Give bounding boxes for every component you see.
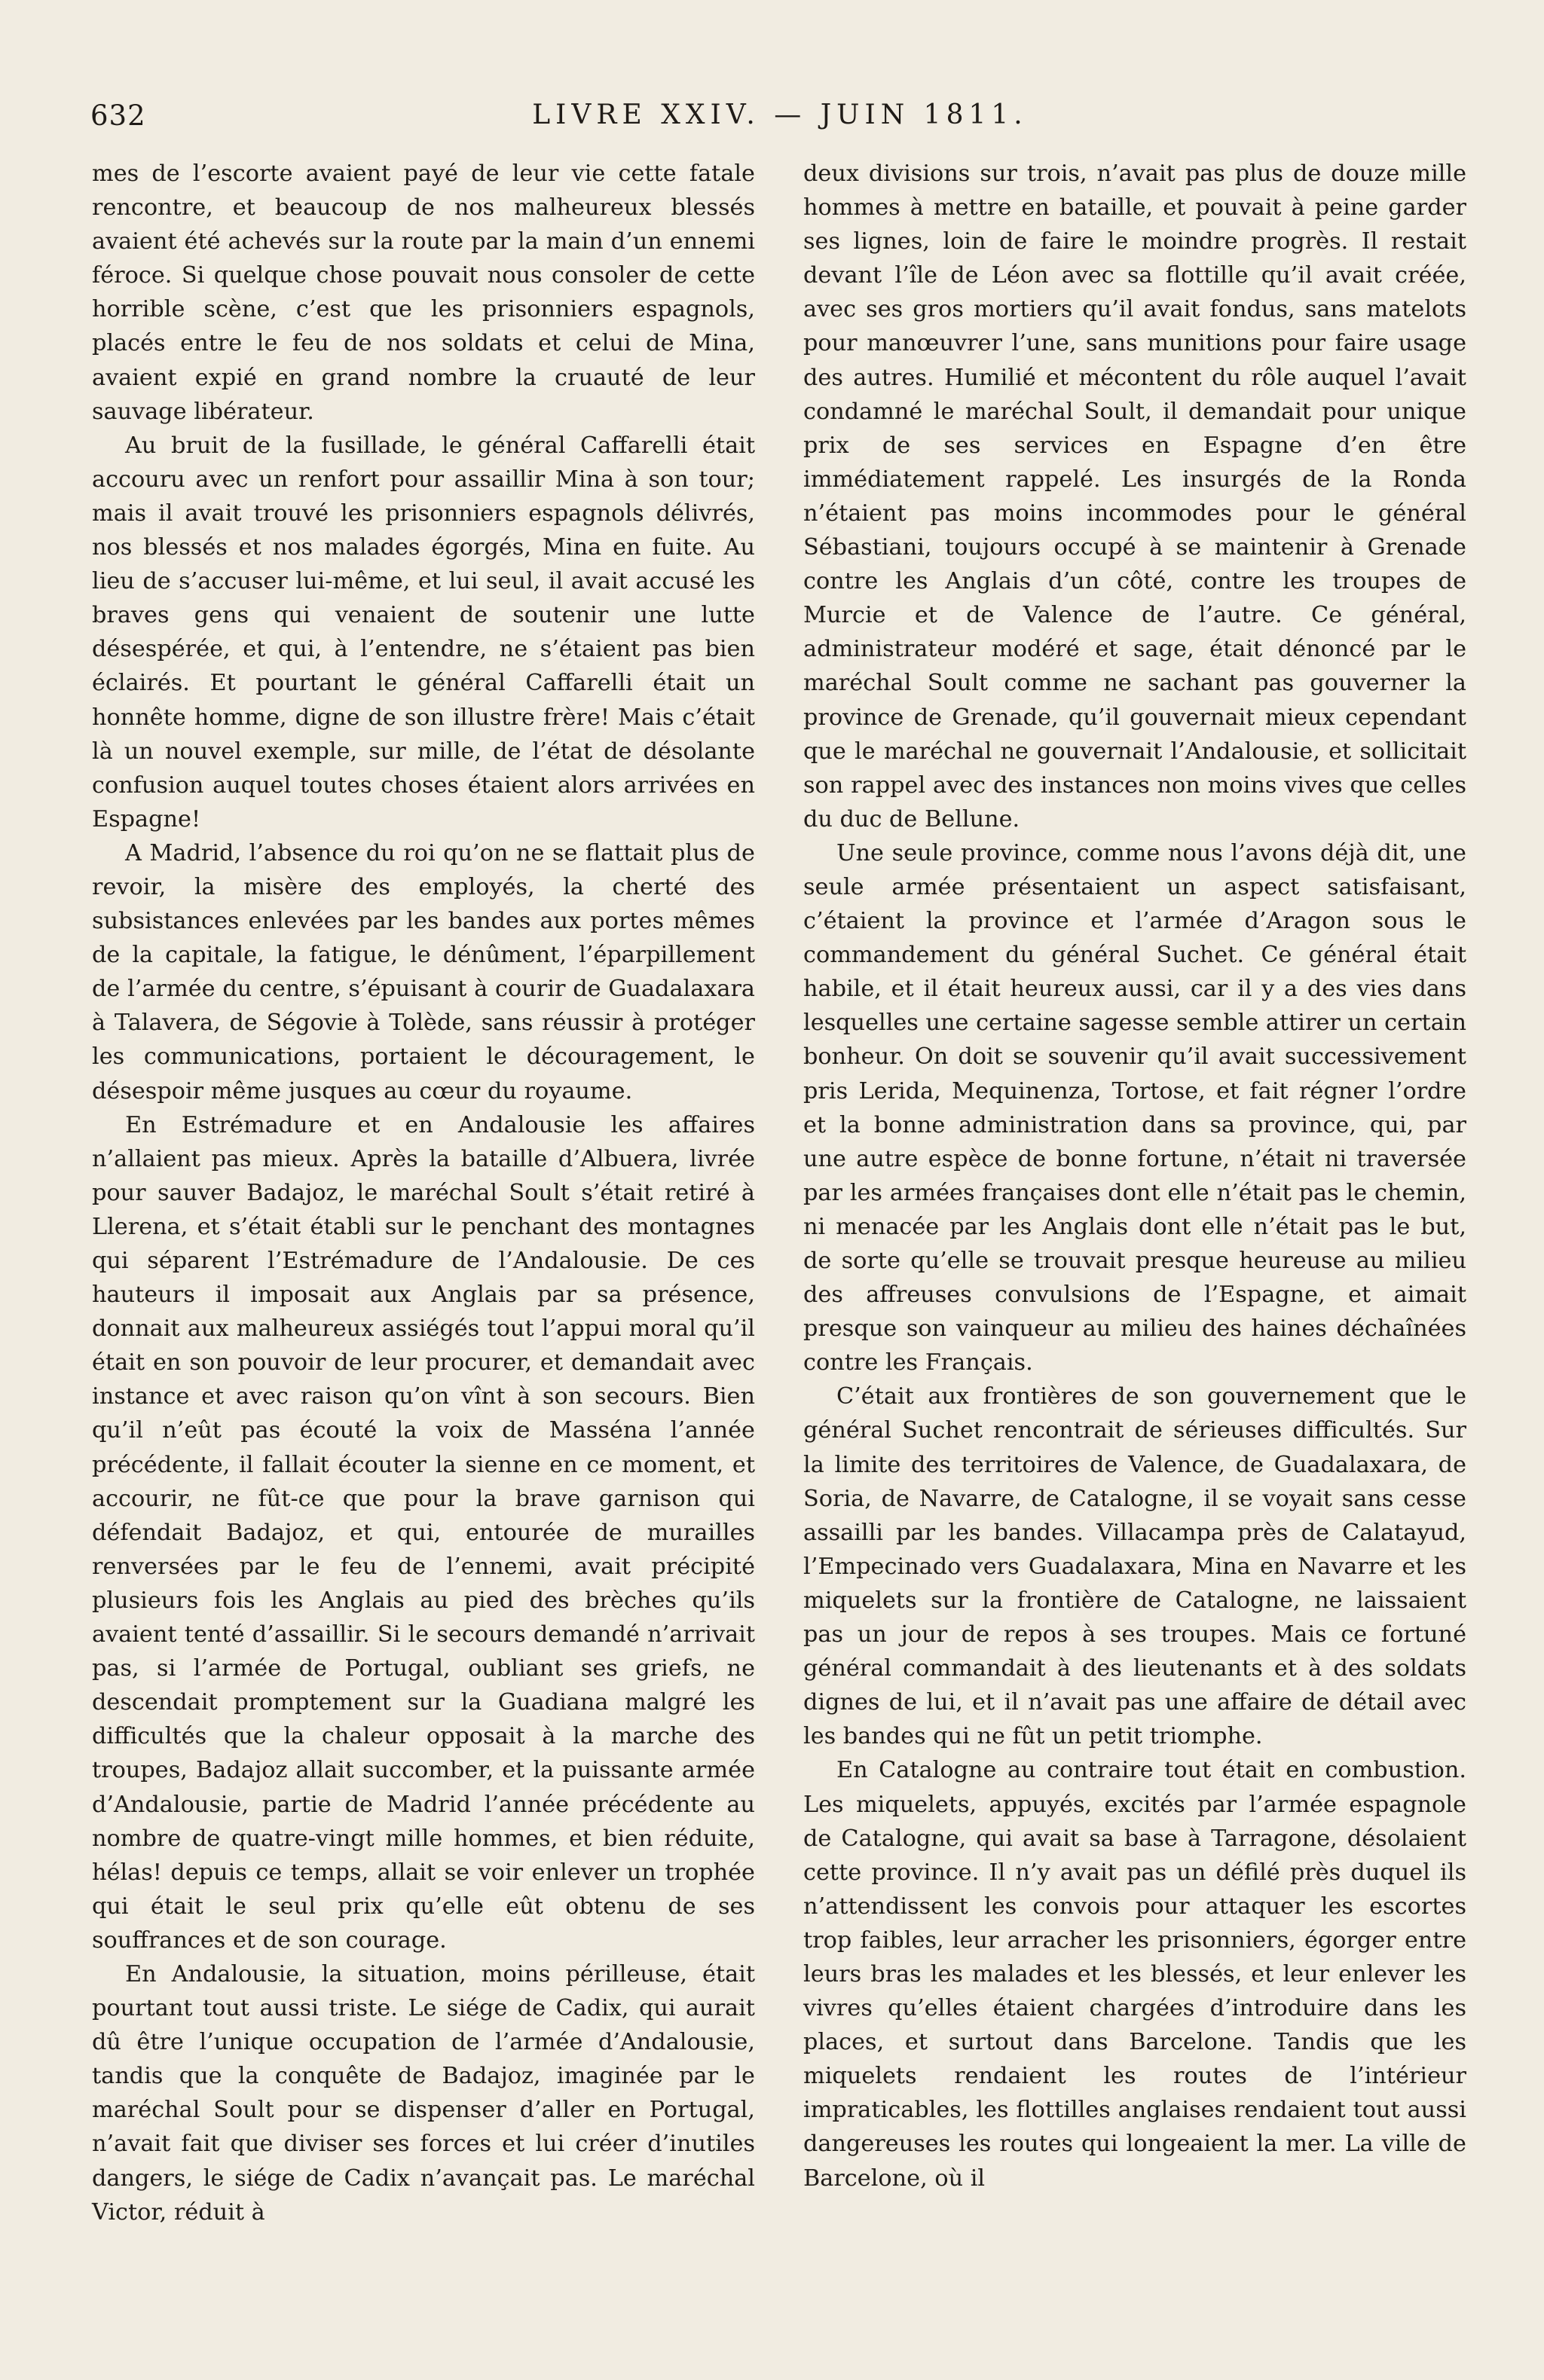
paragraph: En Estrémadure et en Andalousie les affaires n’allaient pas mieux. Après la bataille d’Albuera, livrée pour sauver Badajoz, le maréchal Soult s’était retiré à Llerena, et s’était établi sur le penchant des montagnes qui séparent l’Estrémadure de l’Andalousie. De ces hauteurs il imposait aux Anglais par sa présence, donnait aux malheureux assiégés tout l’appui moral qu’il était en son pouvoir de leur procurer, et demandait avec instance et avec raison qu’on vînt à son secours. Bien qu’il n’eût pas écouté la voix de Masséna l’année précédente, il fallait écouter la sienne en ce moment, et accourir, ne fût-ce que pour la brave garnison qui défendait Badajoz, et qui, entourée de murailles renversées par le feu de l’ennemi, avait précipité plusieurs fois les Anglais au pied des brèches qu’ils avaient tenté d’assaillir. Si le secours demandé n’arrivait pas, si l’armée de Portugal, oubliant ses griefs, ne descendait promptement sur la Guadiana malgré les difficultés que la chaleur opposait à la marche des troupes, Badajoz allait succomber, et la puissante armée d’Andalousie, partie de Madrid l’année précédente au nombre de quatre-vingt mille hommes, et bien réduite, hélas! depuis ce temps, allait se voir enlever un trophée qui était le seul prix qu’elle eût obtenu de ses souffrances et de son courage. — [92, 1111, 755, 1954]
page-number: 632 — [90, 99, 146, 132]
paragraph: mes de l’escorte avaient payé de leur vie cette fatale rencontre, et beaucoup de nos malheureux blessés avaient été achevés sur la route par la main d’un ennemi féroce. Si quelque chose pouvait nous consoler de cette horrible scène, c’est que les prisonniers espagnols, placés entre le feu de nos soldats et celui de Mina, avaient expié en grand nombre la cruauté de leur sauvage libérateur. — [92, 160, 755, 425]
running-title: LIVRE XXIV. — JUIN 1811. — [532, 99, 1028, 130]
page-header — [90, 99, 1469, 145]
left-column — [92, 157, 755, 2229]
paragraph: Au bruit de la fusillade, le général Caffarelli était accouru avec un renfort pour assaillir Mina à son tour; mais il avait trouvé les prisonniers espagnols délivrés, nos blessés et nos malades égorgés, Mina en fuite. Au lieu de s’accuser lui-même, et lui seul, il avait accusé les braves gens qui venaient de soutenir une lutte désespérée, et qui, à l’entendre, ne s’étaient pas bien éclairés. Et pourtant le général Caffarelli était un honnête homme, digne de son illustre frère! Mais c’était là un nouvel exemple, sur mille, de l’état de désolante confusion auquel toutes choses étaient alors arrivées en Espagne! — [92, 432, 755, 833]
paragraph: En Andalousie, la situation, moins périlleuse, était pourtant tout aussi triste. Le siége de Cadix, qui aurait dû être l’unique occupation de l’armée d’Andalousie, tandis que la conquête de Badajoz, imaginée par le maréchal Soult pour se dispenser d’aller en Portugal, n’avait fait que diviser ses forces et lui créer d’inutiles dangers, le siége de Cadix n’avançait pas. Le maréchal Victor, réduit à — [92, 1960, 755, 2226]
paragraph: Une seule province, comme nous l’avons déjà dit, une seule armée présentaient un aspect satisfaisant, c’étaient la province et l’armée d’Aragon sous le commandement du général Suchet. Ce général était habile, et il était heureux aussi, car il y a des vies dans lesquelles une certaine sagesse semble attirer un certain bonheur. On doit se souvenir qu’il avait successivement pris Lerida, Mequinenza, Tortose, et fait régner l’ordre et la bonne administration dans sa province, qui, par une autre espèce de bonne fortune, n’était ni traversée par les armées françaises dont elle n’était pas le chemin, ni menacée par les Anglais dont elle n’était pas le but, de sorte qu’elle se trouvait presque heureuse au milieu des affreuses convulsions de l’Espagne, et aimait presque son vainqueur au milieu des haines déchaînées contre les Français. — [803, 839, 1467, 1376]
paragraph: C’était aux frontières de son gouvernement que le général Suchet rencontrait de sérieuses difficultés. Sur la limite des territoires de Valence, de Guadalaxara, de Soria, de Navarre, de Catalogne, il se voyait sans cesse assailli par les bandes. Villacampa près de Calatayud, l’Empecinado vers Guadalaxara, Mina en Navarre et les miquelets sur la frontière de Catalogne, ne laissaient pas un jour de repos à ses troupes. Mais ce fortuné général commandait à des lieutenants et à des soldats dignes de lui, et il n’avait pas une affaire de détail avec les bandes qui ne fût un petit triomphe. — [803, 1383, 1466, 1750]
paragraph: deux divisions sur trois, n’avait pas plus de douze mille hommes à mettre en bataille, et pouvait à peine garder ses lignes, loin de faire le moindre progrès. Il restait devant l’île de Léon avec sa flottille qu’il avait créée, avec ses gros mortiers qu’il avait fondus, sans matelots pour manœuvrer l’une, sans munitions pour faire usage des autres. Humilié et mécontent du rôle auquel l’avait condamné le maréchal Soult, il demandait pour unique prix de ses services en Espagne d’en être immédiatement rappelé. Les insurgés de la Ronda n’étaient pas moins incommodes pour le général Sébastiani, toujours occupé à se maintenir à Grenade contre les Anglais d’un côté, contre les troupes de Murcie et de Valence de l’autre. Ce général, administrateur modéré et sage, était dénoncé par le maréchal Soult comme ne sachant pas gouverner la province de Grenade, qu’il gouvernait mieux cependant que le maréchal ne gouvernait l’Andalousie, et sollicitait son rappel avec des instances non moins vives que celles du duc de Bellune. — [803, 160, 1466, 833]
paragraph: A Madrid, l’absence du roi qu’on ne se flattait plus de revoir, la misère des employés, la cherté des subsistances enlevées par les bandes aux portes mêmes de la capitale, la fatigue, le dénûment, l’éparpillement de l’armée du centre, s’épuisant à courir de Guadalaxara à Talavera, de Ségovie à Tolède, sans réussir à protéger les communications, portaient le découragement, le désespoir même jusques au cœur du royaume. — [92, 839, 755, 1104]
right-column — [803, 157, 1466, 2195]
paragraph: En Catalogne au contraire tout était en combustion. Les miquelets, appuyés, excités par l’armée espagnole de Catalogne, qui avait sa base à Tarragone, désolaient cette province. Il n’y avait pas un défilé près duquel ils n’attendissent les convois pour attaquer les escortes trop faibles, leur arracher les prisonniers, égorger entre leurs bras les malades et les blessés, et leur enlever les vivres qu’elles étaient chargées d’introduire dans les places, et surtout dans Barcelone. Tandis que les miquelets rendaient les routes de l’intérieur impraticables, les flottilles anglaises rendaient tout aussi dangereuses les routes qui longeaient la mer. La ville de Barcelone, où il — [803, 1757, 1466, 2192]
